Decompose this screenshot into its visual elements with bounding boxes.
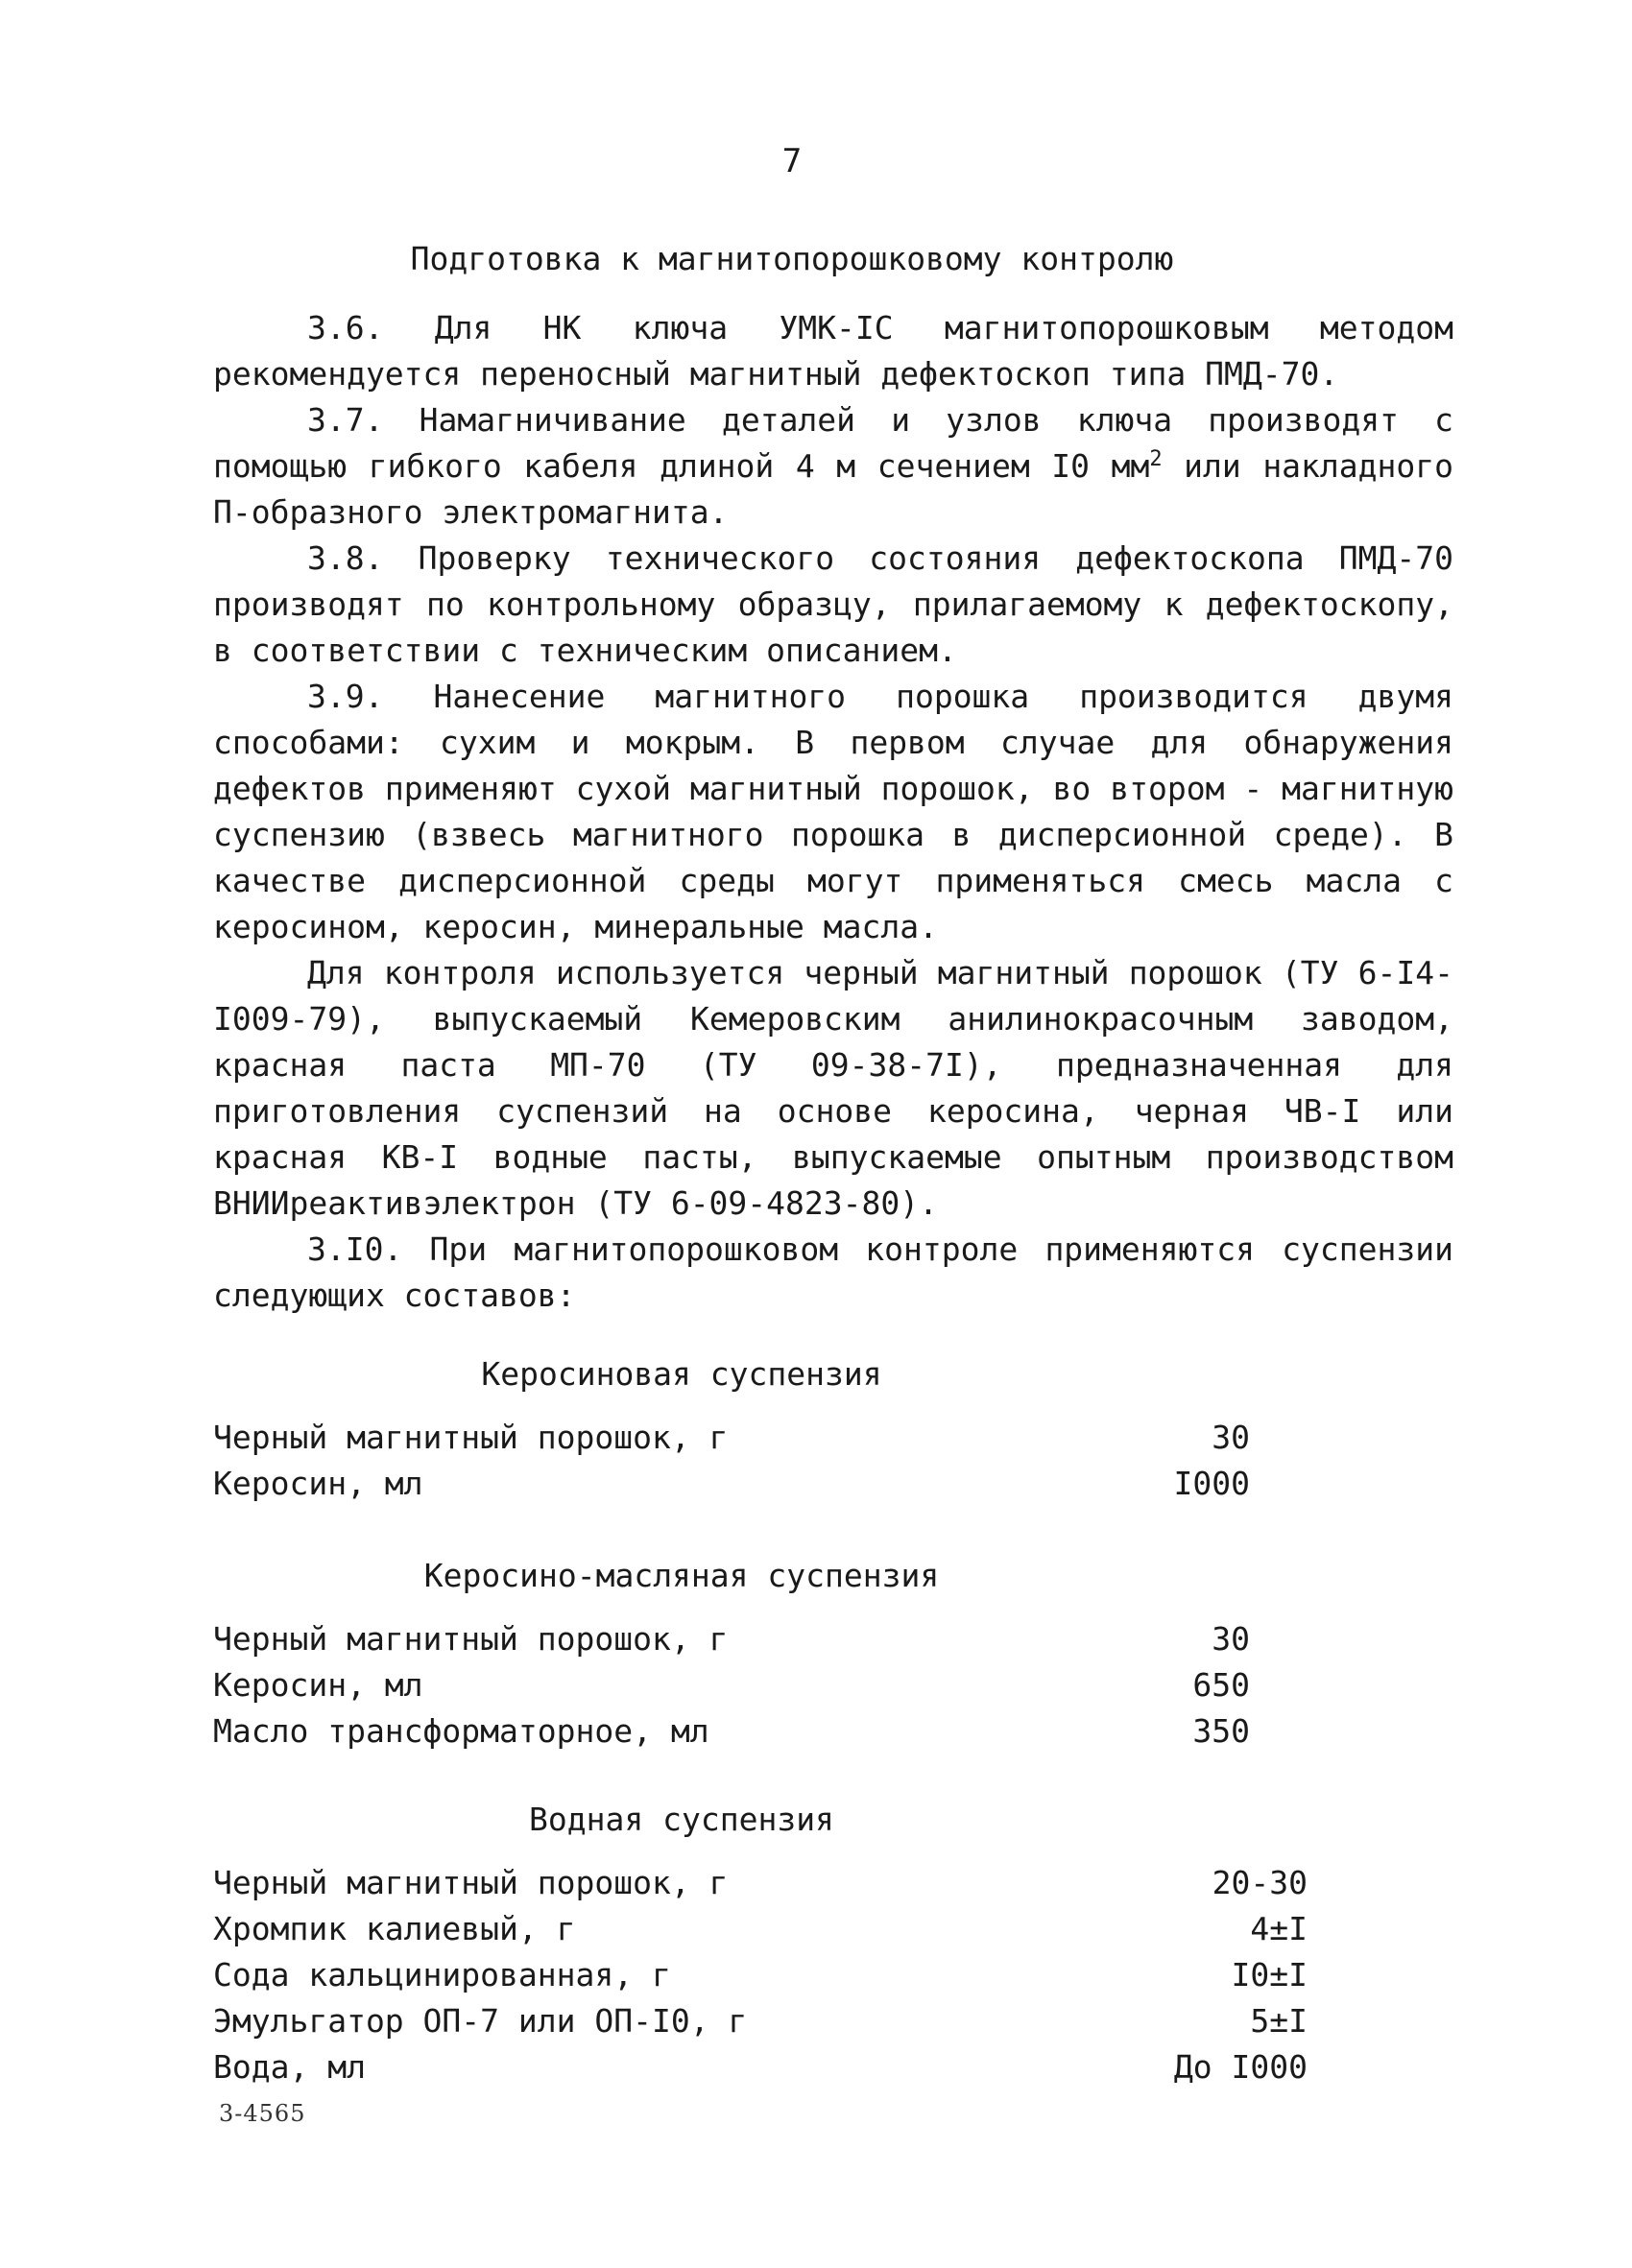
ingredient-quantity: 4±I: [1250, 1910, 1308, 1947]
recipe-row: [213, 1860, 1308, 1906]
ingredient-name: Керосин, мл: [213, 1465, 423, 1502]
recipe-row: [213, 1998, 1308, 2044]
recipe-title: Керосино-масляная суспензия: [423, 1557, 940, 1594]
ingredient-quantity: 350: [1192, 1712, 1250, 1750]
ingredient-quantity: 30: [1212, 1620, 1250, 1658]
recipe-title: Керосиновая суспензия: [481, 1355, 882, 1393]
recipe-row: [213, 1906, 1308, 1952]
recipe-row: [213, 1662, 1250, 1708]
ingredient-name: Керосин, мл: [213, 1666, 423, 1704]
recipe-row: [213, 2044, 1308, 2090]
recipe-row: [213, 1461, 1250, 1507]
document-code: 3-4565: [219, 2100, 306, 2127]
recipe-row: [213, 1952, 1308, 1998]
ingredient-quantity: 5±I: [1250, 2002, 1308, 2040]
ingredient-quantity: 30: [1212, 1419, 1250, 1456]
paragraph-3-10: 3.I0. При магнитопорошковом контроле применяются суспензии следующих составов:: [213, 1230, 1453, 1314]
page-number: 7: [781, 142, 803, 180]
ingredient-name: Черный магнитный порошок, г: [213, 1419, 729, 1456]
paragraph-3-6: 3.6. Для НК ключа УМК-IС магнитопорошковым методом рекомендуется переносный магнитный дефектоскоп типа ПМД-70.: [213, 309, 1453, 393]
body-text: [213, 305, 1453, 1319]
paragraph-3-7: [213, 397, 1453, 536]
recipe-kerosene-oil: [213, 1553, 1250, 1755]
ingredient-quantity: I0±I: [1231, 1956, 1308, 1993]
paragraph-3-7-text: 3.7. Намагничивание деталей и узлов ключа производят с помощью гибкого кабеля длиной 4 м сечением I0 мм: [213, 401, 1453, 485]
ingredient-name: Эмульгатор ОП-7 или ОП-I0, г: [213, 2002, 748, 2040]
ingredient-quantity: 20-30: [1212, 1864, 1308, 1901]
ingredient-name: Вода, мл: [213, 2048, 366, 2086]
ingredient-name: Хромпик калиевый, г: [213, 1910, 576, 1947]
recipe-row: [213, 1415, 1250, 1461]
ingredient-name: Черный магнитный порошок, г: [213, 1620, 729, 1658]
recipe-row: [213, 1708, 1250, 1755]
ingredient-quantity: До I000: [1173, 2048, 1308, 2086]
superscript: 2: [1149, 447, 1163, 471]
ingredient-name: Сода кальцинированная, г: [213, 1956, 671, 1993]
section-title: Подготовка к магнитопорошковому контролю: [410, 240, 1174, 277]
paragraph-3-7-tail: или накладного П-образного электромагнита.: [213, 447, 1453, 531]
ingredient-name: Масло трансформаторное, мл: [213, 1712, 709, 1750]
recipe-title: Водная суспензия: [529, 1801, 834, 1838]
ingredient-quantity: I000: [1173, 1465, 1250, 1502]
ingredient-quantity: 650: [1192, 1666, 1250, 1704]
recipe-row: [213, 1616, 1250, 1662]
recipe-kerosene: [213, 1351, 1250, 1507]
paragraph-3-9: 3.9. Нанесение магнитного порошка производится двумя способами: сухим и мокрым. В первом случае для обнаружения дефектов применяют сухой магнитный порошок, во втором - магнитную суспензию (взвесь магнитного порошка в дисперсионной среде). В качестве дисперсионной среды могут применяться смесь масла с керосином, керосин, минеральные масла.: [213, 678, 1453, 945]
paragraph-3-8: 3.8. Проверку технического состояния дефектоскопа ПМД-70 производят по контрольному образцу, прилагаемому к дефектоскопу, в соответствии с техническим описанием.: [213, 539, 1453, 669]
recipe-water: [213, 1797, 1308, 2090]
paragraph-powder: Для контроля используется черный магнитный порошок (ТУ 6-I4-I009-79), выпускаемый Кемеровским анилинокрасочным заводом, красная паста МП-70 (ТУ 09-38-7I), предназначенная для приготовления суспензий на основе керосина, черная ЧВ-I или красная КВ-I водные пасты, выпускаемые опытным производством ВНИИреактивэлектрон (ТУ 6-09-4823-80).: [213, 954, 1453, 1222]
ingredient-name: Черный магнитный порошок, г: [213, 1864, 729, 1901]
